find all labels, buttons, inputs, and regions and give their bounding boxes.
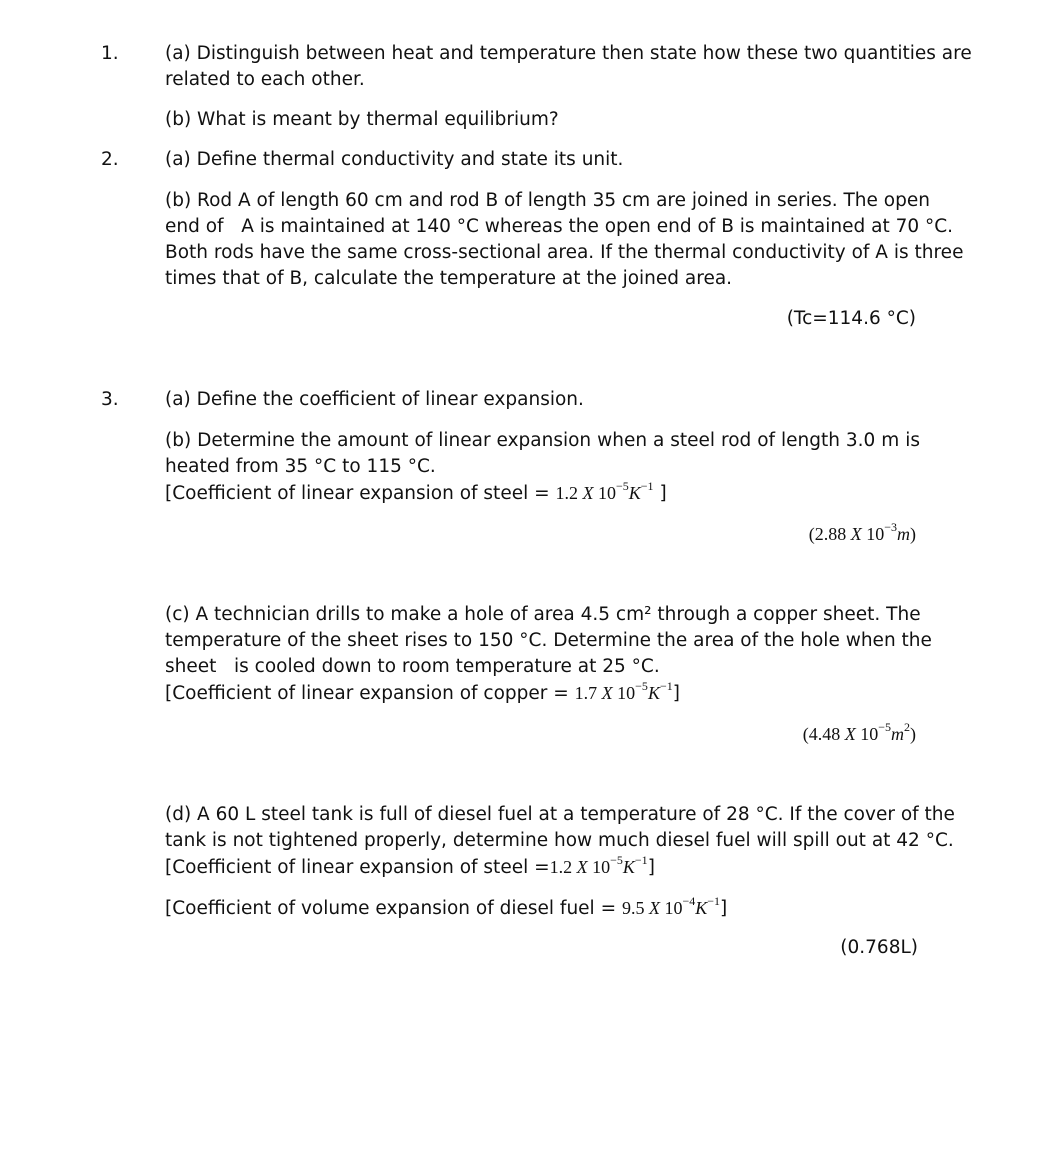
- q3d-coef2-expression: [621, 894, 721, 918]
- q3d-coef1-close: ]: [647, 857, 655, 878]
- q3b-answer-unit: m: [897, 524, 910, 544]
- q3c-answer-close: ): [910, 724, 916, 744]
- q3b-answer-x: X: [850, 524, 862, 544]
- q3c-answer-value: (4.48: [802, 724, 841, 744]
- q3d-coef1-base: 10: [592, 857, 611, 877]
- q3d-coef2-unit: K: [695, 898, 708, 918]
- q3d-coef1-unit: K: [622, 857, 635, 877]
- q2-answer: (Tc=114.6 °C): [786, 308, 916, 329]
- q3c-coef-unit: K: [647, 683, 660, 703]
- question-2-part-b: [165, 188, 964, 292]
- q3d-coef1-exp: −5: [610, 853, 623, 867]
- question-1-part-b: [165, 107, 920, 133]
- q3b-coefficient: [165, 480, 920, 507]
- q3b-answer-base: 10: [866, 524, 885, 544]
- question-2-part-a: [165, 147, 920, 173]
- question-3-part-c: [165, 602, 932, 707]
- q3d-coef2-x: X: [648, 898, 660, 918]
- q2a-text: (a) Define thermal conductivity and state its unit.: [165, 149, 624, 170]
- q3b-answer: [809, 521, 916, 547]
- question-3-part-d: [165, 802, 955, 881]
- q3c-coef-close: ]: [672, 683, 680, 704]
- q3c-coef-exp: −5: [635, 679, 648, 693]
- question-3-part-d-coef-2: [165, 895, 920, 922]
- q3b-coef-close: ]: [653, 483, 667, 504]
- q3d-coef1-unit-exp: −1: [634, 853, 648, 867]
- q3c-answer-unit: m: [891, 724, 904, 744]
- q3d-coef2-base: 10: [664, 898, 683, 918]
- q3d-coefficient-2: [165, 895, 920, 922]
- q3d-coef2-value: 9.5: [621, 898, 645, 918]
- q2b-line-1: (b) Rod A of length 60 cm and rod B of length 35 cm are joined in series. The open: [165, 190, 930, 211]
- q3b-coef-expression: [555, 479, 654, 503]
- q2b-line-3: Both rods have the same cross-sectional area. If the thermal conductivity of A is three: [165, 242, 964, 263]
- q3d-coef1-x: X: [576, 857, 588, 877]
- q3b-coef-unit: K: [628, 483, 641, 503]
- question-number-3: 3.: [101, 389, 119, 410]
- q3d-answer: (0.768L): [840, 937, 918, 958]
- q3b-line-1: (b) Determine the amount of linear expansion when a steel rod of length 3.0 m is: [165, 430, 920, 451]
- q3b-coef-x: X: [582, 483, 594, 503]
- q3c-coefficient: [165, 680, 920, 707]
- q3c-answer-base: 10: [860, 724, 879, 744]
- q3b-answer-exp: −3: [884, 520, 897, 534]
- q3b-line-2: heated from 35 °C to 115 °C.: [165, 456, 436, 477]
- q3d-coef1-label: [Coefficient of linear expansion of steel =: [165, 857, 550, 878]
- q3c-coef-expression: [574, 679, 673, 703]
- question-3-part-b: [165, 428, 920, 507]
- q3c-answer-unit-exp: 2: [904, 720, 910, 734]
- q3c-line-1: (c) A technician drills to make a hole of area 4.5 cm² through a copper sheet. The: [165, 604, 921, 625]
- question-number-2: 2.: [101, 149, 119, 170]
- q3c-coef-value: 1.7: [574, 683, 598, 703]
- q3c-answer-exp: −5: [878, 720, 891, 734]
- q3d-coef2-exp: −4: [682, 894, 696, 908]
- q3c-coef-unit-exp: −1: [659, 679, 673, 693]
- q3b-answer-close: ): [910, 524, 916, 544]
- question-1-part-a: [165, 41, 972, 93]
- q3a-text: (a) Define the coefficient of linear expansion.: [165, 389, 584, 410]
- q1b-text: (b) What is meant by thermal equilibrium?: [165, 109, 559, 130]
- q2b-line-2: end of A is maintained at 140 °C whereas the open end of B is maintained at 70 °C.: [165, 216, 954, 237]
- q1a-line-2: related to each other.: [165, 69, 365, 90]
- q3b-coef-value: 1.2: [555, 483, 578, 503]
- q3c-coef-base: 10: [617, 683, 636, 703]
- q3c-coef-x: X: [601, 683, 613, 703]
- q1a-line-1: (a) Distinguish between heat and temperature then state how these two quantities are: [165, 43, 972, 64]
- q3c-coef-label: [Coefficient of linear expansion of copper =: [165, 683, 575, 704]
- q3b-answer-value: (2.88: [808, 524, 847, 544]
- q3d-coefficient-1: [165, 854, 920, 881]
- q3b-coef-base: 10: [597, 483, 616, 503]
- q3c-line-2: temperature of the sheet rises to 150 °C. Determine the area of the hole when the: [165, 630, 932, 651]
- question-number-1: 1.: [101, 43, 119, 64]
- q3b-coef-label: [Coefficient of linear expansion of steel =: [165, 483, 556, 504]
- q3d-coef2-close: ]: [720, 898, 728, 919]
- q3d-line-1: (d) A 60 L steel tank is full of diesel fuel at a temperature of 28 °C. If the cover of the: [165, 804, 955, 825]
- q3c-line-3: sheet is cooled down to room temperature at 25 °C.: [165, 656, 660, 677]
- q3d-coef2-label: [Coefficient of volume expansion of diesel fuel =: [165, 898, 622, 919]
- q3c-answer-x: X: [844, 724, 856, 744]
- q3d-line-2: tank is not tightened properly, determine how much diesel fuel will spill out at 42 °C.: [165, 830, 954, 851]
- q3b-coef-exp: −5: [615, 479, 629, 493]
- q2b-line-4: times that of B, calculate the temperature at the joined area.: [165, 268, 733, 289]
- q3d-coef1-value: 1.2: [549, 857, 573, 877]
- q3d-coef2-unit-exp: −1: [707, 894, 721, 908]
- q3c-answer: [803, 721, 916, 747]
- question-3-part-a: [165, 387, 920, 413]
- q3d-coef1-expression: [549, 853, 648, 877]
- q3b-coef-unit-exp: −1: [640, 479, 654, 493]
